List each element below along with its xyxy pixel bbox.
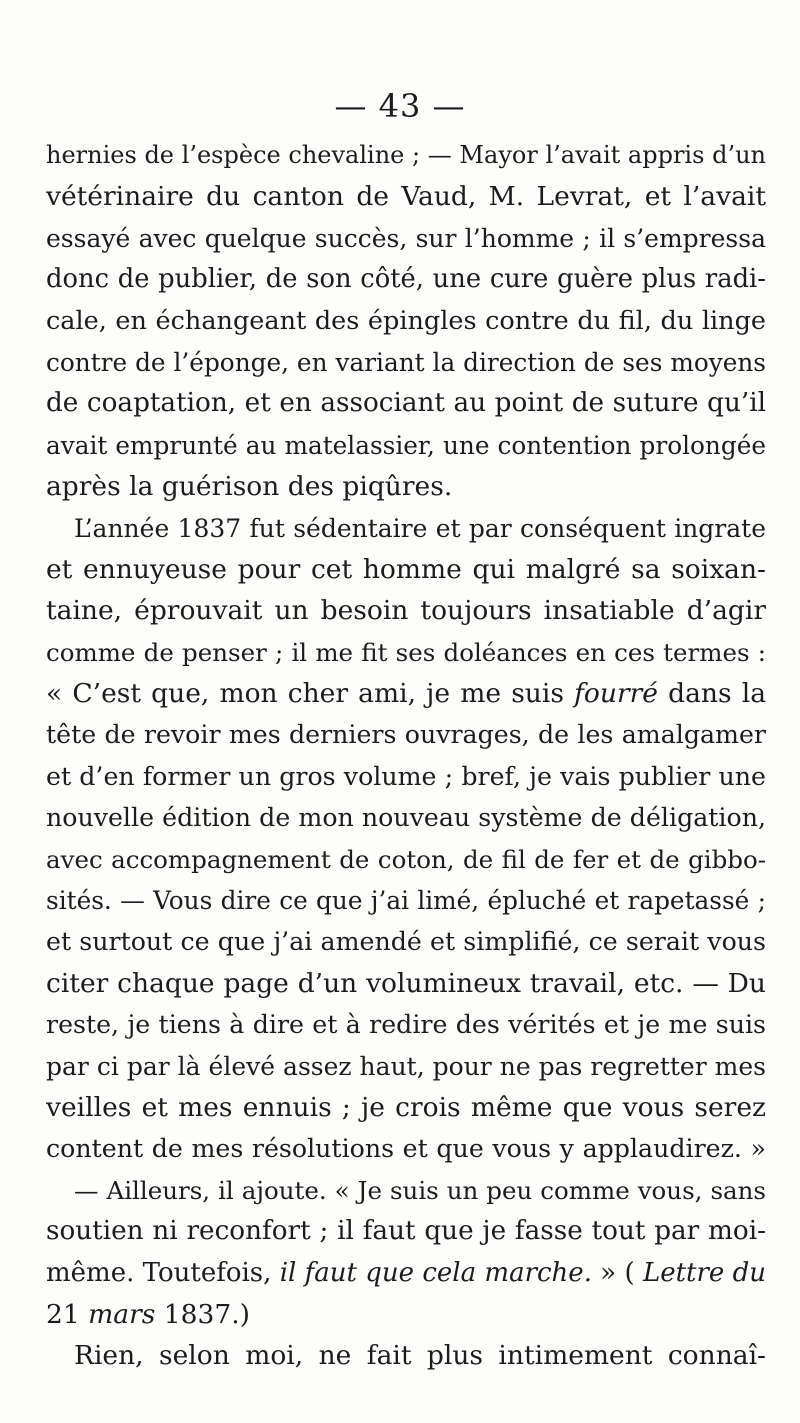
text-run: de coaptation, et en associant au point de suture qu’il [46,388,766,419]
text-run: cale, en échangeant des épingles contre du fil, du linge [46,305,766,336]
text-run: comme de penser ; il me fit ses doléances en ces termes : [46,637,766,667]
italic-text: fourré [574,678,658,710]
text-line [46,1170,766,1211]
text-run: 1837.) [155,1298,250,1330]
text-run: sités. — Vous dire ce que j’ai limé, épluché et rapetassé ; [46,886,766,916]
text-line [46,466,766,507]
text-run: et surtout ce que j’ai amendé et simplifié, ce serait vous [46,927,766,957]
text-line [46,1087,766,1128]
text-line [46,176,766,217]
text-run: et ennuyeuse pour cet homme qui malgré sa soixan- [46,553,766,585]
text-line [46,1335,766,1376]
text-run: taine, éprouvait un besoin toujours insatiable d’agir [46,595,766,627]
text-line [46,549,766,590]
text-run: content de mes résolutions et que vous y applaudirez. » [46,1134,766,1164]
text-run: dans la [657,678,766,710]
text-line [46,1128,766,1169]
text-run: reste, je tiens à dire et à redire des vérités et je me suis [46,1010,766,1040]
text-run: hernies de l’espèce chevaline ; — Mayor l’avait appris d’un [46,141,766,169]
text-run: par ci par là élevé assez haut, pour ne pas regretter mes [46,1051,766,1081]
text-run: donc de publier, de son côté, une cure guère plus radi- [46,264,766,295]
text-line [46,1294,766,1335]
text-line [46,1253,766,1294]
text-run: essayé avec quelque succès, sur l’homme ; il s’empressa [46,223,766,253]
text-line [46,921,766,962]
text-run: après la guérison des piqûres. [46,471,453,503]
text-run: et d’en former un gros volume ; bref, je vais publier une [46,761,766,791]
text-line [46,1046,766,1087]
text-line [46,342,766,383]
italic-text: Lettre du [642,1257,766,1288]
text-line [46,673,766,714]
text-run: contre de l’éponge, en variant la direction de ses moyens [46,347,766,377]
text-run: nouvelle édition de mon nouveau système de déligation, [46,803,766,833]
text-run: même. Toutefois, [46,1257,280,1288]
text-run: tête de revoir mes derniers ouvrages, de les amalgamer [46,720,766,750]
text-run: avec accompagnement de coton, de fil de fer et de gibbo- [46,844,766,874]
text-line [46,383,766,424]
italic-text: il faut que cela marche. [279,1257,592,1288]
text-run: avait emprunté au matelassier, une contention prolongée [46,430,766,460]
text-run: L’année 1837 fut sédentaire et par conséquent ingrate [74,513,766,543]
text-line [46,508,766,549]
text-run: — Ailleurs, il ajoute. « Je suis un peu comme vous, sans [74,1175,766,1205]
text-run: « C’est que, mon cher ami, je me suis [46,678,575,710]
text-run: veilles et mes ennuis ; je crois même que vous serez [46,1091,766,1123]
text-line [46,425,766,466]
text-run: Rien, selon moi, ne fait plus intimement connaî- [74,1340,766,1372]
text-line [46,839,766,880]
text-run: citer chaque page d’un volumineux travail, etc. — Du [46,967,766,999]
text-run: soutien ni reconfort ; il faut que je fasse tout par moi- [46,1216,766,1247]
text-line [46,259,766,300]
italic-text: mars [88,1298,156,1330]
text-line [46,301,766,342]
text-line [46,1004,766,1045]
text-line [46,632,766,673]
text-run: 21 [46,1298,89,1330]
text-line [46,135,766,176]
text-line [46,797,766,838]
text-line [46,218,766,259]
text-line [46,590,766,631]
page-number: — 43 — [334,87,466,125]
body-text [46,135,766,1377]
text-line [46,880,766,921]
text-run: vétérinaire du canton de Vaud, M. Levrat, et l’avait [46,181,766,213]
text-line [46,756,766,797]
text-run: » ( [591,1257,643,1288]
text-line [46,963,766,1004]
text-line [46,1211,766,1252]
text-line [46,714,766,755]
